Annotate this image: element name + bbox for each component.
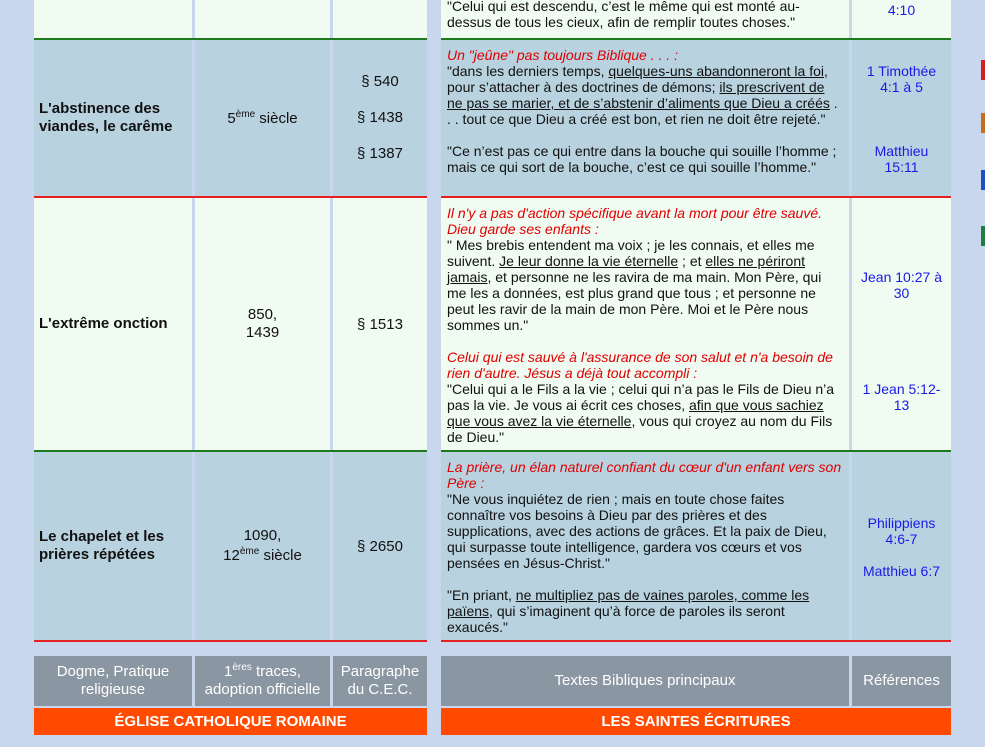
row1-dogme-cell <box>34 40 192 196</box>
bible-quote: "En priant, ne multipliez pas de vaines paroles, comme les païens, qui s’imaginent qu’à force de paroles ils seront exaucés." <box>447 587 810 635</box>
date-label: 5ème siècle <box>227 108 298 127</box>
cec-paragraph: § 540 <box>361 73 399 90</box>
row0-date-cell <box>195 0 330 38</box>
decorative-mark <box>981 170 985 190</box>
row1-ref-cell <box>852 40 951 196</box>
reference-link[interactable]: 4:10 <box>887 2 916 18</box>
column-header-dogme: Dogme, Pratique religieuse <box>34 656 192 706</box>
dogme-label: L'extrême onction <box>39 315 168 332</box>
dogme-label: Le chapelet et les prières répétées <box>39 528 165 563</box>
cec-paragraph: § 1513 <box>357 315 403 333</box>
row2-bible-text-cell <box>441 198 849 450</box>
decorative-mark <box>981 113 985 133</box>
row-separator <box>441 640 951 642</box>
reference-link[interactable]: 1 Timothée 4:1 à 5 <box>866 63 937 95</box>
column-header-textes: Textes Bibliques principaux <box>441 656 849 706</box>
row-separator <box>34 640 427 642</box>
row1-date-cell <box>195 40 330 196</box>
scripture-banner: LES SAINTES ÉCRITURES <box>441 708 951 735</box>
date-label: 12ème siècle <box>223 546 302 564</box>
date-label: 1439 <box>245 324 280 341</box>
date-label: 850, <box>247 306 278 323</box>
row3-ref-cell <box>852 452 951 640</box>
row3-dogme-cell <box>34 452 192 640</box>
church-banner: ÉGLISE CATHOLIQUE ROMAINE <box>34 708 427 735</box>
dogme-label: L'abstinence des viandes, le carême <box>39 100 173 135</box>
row0-paragraph-cell <box>333 0 427 38</box>
row2-dogme-cell <box>34 198 192 450</box>
bible-theme-label: Un "jeûne" pas toujours Biblique . . . : <box>447 47 678 63</box>
date-label: 1090, <box>243 527 282 544</box>
row3-bible-text-cell <box>441 452 849 640</box>
cec-paragraph: § 1438 <box>357 109 403 126</box>
row2-ref-cell <box>852 198 951 450</box>
row0-dogme-cell <box>34 0 192 38</box>
row2-paragraph-cell <box>333 198 427 450</box>
reference-link[interactable]: Jean 10:27 à 30 <box>861 269 942 301</box>
row2-date-cell <box>195 198 330 450</box>
column-header-paragraphe: Paragraphe du C.E.C. <box>333 656 427 706</box>
bible-theme-label: Celui qui est sauvé à l'assurance de son salut et n'a besoin de rien d'autre. Jésus a déjà tout accompli : <box>447 349 833 381</box>
reference-link[interactable]: Matthieu 15:11 <box>874 143 929 175</box>
column-header-traces: 1ères traces, adoption officielle <box>195 656 330 706</box>
bible-quote: "Celui qui est descendu, c’est le même qui est monté au-dessus de tous les cieux, afin de remplir toutes choses." <box>447 0 800 30</box>
reference-link[interactable]: Philippiens 4:6-7 <box>867 515 936 547</box>
row1-paragraph-cell <box>333 40 427 196</box>
bible-quote: "Ce n’est pas ce qui entre dans la bouche qui souille l’homme ; mais ce qui sort de la bouche, c’est ce qui souille l’homme." <box>447 143 837 175</box>
column-header-references: Références <box>852 656 951 706</box>
cec-paragraph: § 2650 <box>357 537 403 555</box>
reference-link[interactable]: 1 Jean 5:12-13 <box>862 381 941 413</box>
row3-date-cell <box>195 452 330 640</box>
bible-theme-label: La prière, un élan naturel confiant du cœur d'un enfant vers son Père : <box>447 459 842 491</box>
row1-bible-text-cell <box>441 40 849 196</box>
cec-paragraph: § 1387 <box>357 145 403 162</box>
bible-quote: " Mes brebis entendent ma voix ; je les connais, et elles me suivent. Je leur donne la vie éternelle ; et elles ne périront jamais, et personne ne les ravira de ma main. Mon Père, qui me les a données, est plus grand que tous ; et personne ne peut les ravir de la main de mon Père. Moi et le Père nous sommes un." <box>447 237 822 333</box>
decorative-mark <box>981 60 985 80</box>
bible-quote: "Ne vous inquiétez de rien ; mais en toute chose faites connaître vos besoins à Dieu par des prières et des supplications, avec des actions de grâces. Et la paix de Dieu, qui surpasse toute intelligence, gardera vos cœurs et vos pensées en Jésus-Christ." <box>447 491 827 571</box>
bible-quote: "dans les derniers temps, quelques-uns abandonneront la foi, pour s’attacher à des doctrines de démons; ils prescrivent de ne pas se marier, et de s’abstenir d’aliments que Dieu a créés . . . tout ce que Dieu a créé est bon, et rien ne doit être rejeté." <box>447 63 838 127</box>
row3-paragraph-cell <box>333 452 427 640</box>
bible-theme-label: Il n'y a pas d'action spécifique avant la mort pour être sauvé. Dieu garde ses enfants : <box>447 205 822 237</box>
bible-quote: "Celui qui a le Fils a la vie ; celui qui n’a pas le Fils de Dieu n’a pas la vie. Je vous ai écrit ces choses, afin que vous sachiez que vous avez la vie éternelle, vous qui croyez au nom du Fils de Dieu." <box>447 381 835 445</box>
row0-ref-cell <box>852 0 951 38</box>
reference-link[interactable]: Matthieu 6:7 <box>862 563 941 579</box>
decorative-mark <box>981 226 985 246</box>
row0-bible-text-cell <box>441 0 849 38</box>
